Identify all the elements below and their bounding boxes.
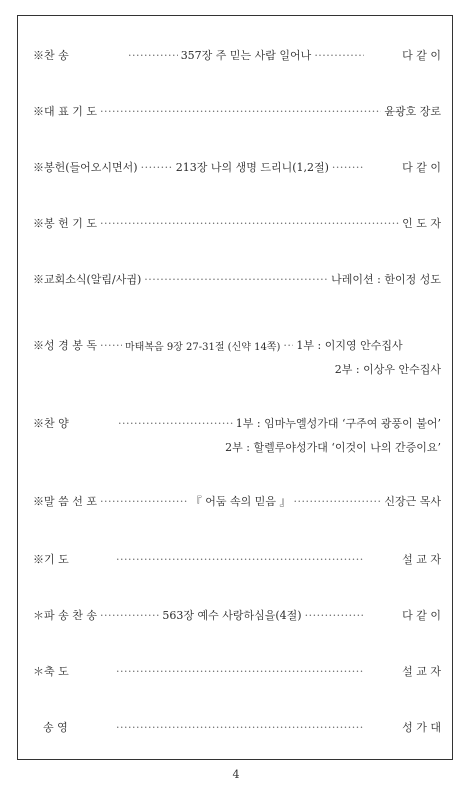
row-leader: 다 같 이 (402, 161, 442, 174)
row-label: 송 영 (43, 721, 68, 734)
order-row-offering-prayer (33, 214, 441, 232)
leader-dots (283, 339, 293, 352)
order-row-prayer (33, 102, 441, 120)
row-label: ※봉헌(들어오시면서) (33, 161, 138, 174)
leader-dots (294, 495, 382, 508)
order-row-doxology (33, 718, 441, 736)
row-detail: 마태복음 9장 27-31절 (신약 14쪽) (125, 341, 281, 353)
row-leader: 다 같 이 (402, 49, 441, 62)
leader-dots (141, 161, 173, 174)
row-leader: 성 가 대 (402, 721, 441, 734)
row-leader: 인 도 자 (402, 217, 441, 230)
row-label: ※말 씀 선 포 (33, 495, 97, 508)
row-leader: 설 교 자 (402, 665, 441, 678)
leader-dots (100, 495, 188, 508)
row-detail: 213장 나의 생명 드리니(1,2절) (175, 161, 329, 174)
order-row-anthem-second (33, 438, 441, 456)
row-label: ※기 도 (33, 553, 69, 566)
leader-dots (305, 609, 364, 622)
row-detail: 『 어둠 속의 믿음 』 (190, 495, 291, 508)
row-label: ※대 표 기 도 (33, 105, 97, 118)
row-leader: 설 교 자 (402, 553, 441, 566)
leader-dots (116, 721, 364, 734)
leader-dots (116, 665, 364, 678)
row-label: ※찬 양 (33, 417, 69, 430)
row-label: ※교회소식(알림/사귐) (33, 273, 142, 286)
row-label: ※성 경 봉 독 (33, 339, 97, 352)
order-row-church-news (33, 270, 441, 288)
leader-dots (332, 161, 364, 174)
order-row-sermon (33, 492, 441, 510)
bulletin-page-frame (17, 15, 453, 760)
order-row-benediction (33, 662, 441, 680)
row-leader-second: 2부 : 할렐루야성가대 ‘이것이 나의 간증이요’ (225, 441, 441, 454)
leader-dots (100, 217, 399, 230)
row-label: ＊축 도 (33, 665, 69, 678)
leader-dots (100, 609, 159, 622)
leader-dots (100, 105, 381, 118)
row-label: ＊파 송 찬 송 (33, 609, 97, 622)
row-leader: 1부 : 이지영 안수집사 (296, 339, 403, 352)
row-label: ※봉 헌 기 도 (33, 217, 97, 230)
order-row-scripture-second (33, 360, 441, 378)
order-row-offering (33, 158, 441, 176)
leader-dots (116, 553, 364, 566)
row-leader-second: 2부 : 이상우 안수집사 (334, 363, 441, 376)
order-row-closing-prayer (33, 550, 441, 568)
leader-dots (128, 49, 178, 62)
leader-dots (118, 417, 233, 430)
order-row-anthem (33, 414, 441, 432)
leader-dots (100, 339, 122, 352)
order-row-scripture (33, 336, 441, 354)
page-number: 4 (232, 768, 240, 781)
row-leader: 윤광호 장로 (384, 105, 441, 118)
row-label: ※찬 송 (33, 49, 69, 62)
row-detail: 563장 예수 사랑하심을(4절) (162, 609, 302, 622)
leader-dots (314, 49, 364, 62)
order-row-sending-hymn (33, 606, 441, 624)
order-row-hymn (33, 46, 441, 64)
leader-dots (144, 273, 328, 286)
row-detail: 357장 주 믿는 사람 일어나 (180, 49, 312, 62)
row-leader: 나레이션 : 한이정 성도 (331, 273, 441, 286)
row-leader: 1부 : 임마누엘성가대 ‘구주여 광풍이 불어’ (235, 417, 441, 430)
row-leader: 신장근 목사 (384, 495, 441, 508)
row-leader: 다 같 이 (402, 609, 441, 622)
